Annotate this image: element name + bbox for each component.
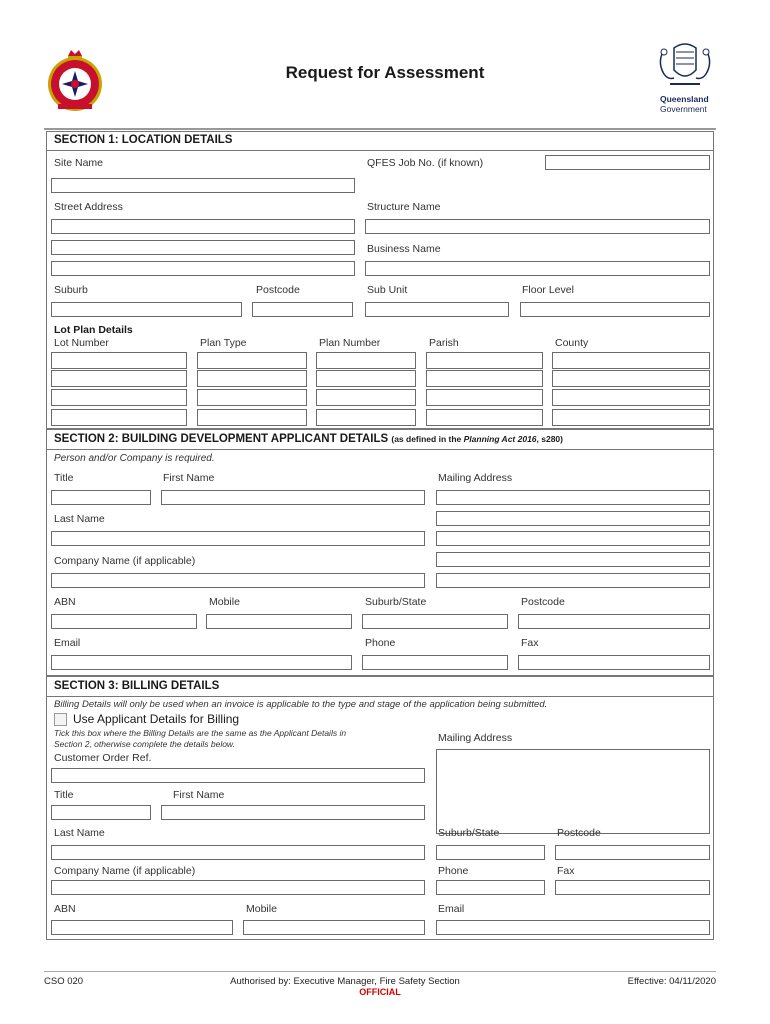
fax-input[interactable]: [518, 655, 710, 670]
site-name-input[interactable]: [51, 178, 355, 193]
billing-first-name-label: First Name: [173, 789, 225, 801]
footer-effective-date: Effective: 04/11/2020: [627, 976, 716, 987]
billing-postcode-label: Postcode: [557, 827, 601, 839]
section-2-divider: [46, 449, 714, 450]
site-name-label: Site Name: [54, 157, 104, 169]
plan-type-input[interactable]: [197, 409, 307, 426]
billing-mobile-input[interactable]: [243, 920, 425, 935]
email-label: Email: [54, 637, 81, 649]
billing-last-name-input[interactable]: [51, 845, 425, 860]
postcode-label: Postcode: [256, 284, 300, 296]
section-2-heading-text: SECTION 2: BUILDING DEVELOPMENT APPLICANT DETAILS: [54, 433, 389, 445]
mailing-address-input-5[interactable]: [436, 573, 710, 588]
mobile-input[interactable]: [206, 614, 352, 629]
postcode-label: Postcode: [521, 596, 565, 608]
footer-divider: [44, 971, 716, 972]
billing-first-name-input[interactable]: [161, 805, 425, 820]
billing-mailing-address-label: Mailing Address: [438, 732, 513, 744]
header-divider: [44, 128, 716, 130]
footer-authorised: Authorised by: Executive Manager, Fire Safety Section: [230, 976, 460, 987]
billing-email-input[interactable]: [436, 920, 710, 935]
street-address-input-2[interactable]: [51, 240, 355, 255]
billing-phone-input[interactable]: [436, 880, 545, 895]
title-label: Title: [54, 472, 74, 484]
plan-type-input[interactable]: [197, 370, 307, 387]
heading-note-italic: Planning Act 2016: [463, 434, 537, 444]
parish-input[interactable]: [426, 409, 543, 426]
plan-number-input[interactable]: [316, 409, 416, 426]
customer-order-ref-label: Customer Order Ref.: [54, 752, 152, 764]
abn-label: ABN: [54, 596, 76, 608]
lot-number-input[interactable]: [51, 352, 187, 369]
structure-name-input[interactable]: [365, 219, 710, 234]
section-2-heading-note: [391, 434, 563, 444]
lot-number-input[interactable]: [51, 389, 187, 406]
billing-mailing-address-input[interactable]: [436, 749, 710, 834]
sub-unit-label: Sub Unit: [367, 284, 408, 296]
county-input[interactable]: [552, 389, 710, 406]
qld-logo-text-2: Government: [660, 104, 707, 114]
mailing-address-input-2[interactable]: [436, 511, 710, 526]
mailing-address-input-3[interactable]: [436, 531, 710, 546]
person-company-instruction: Person and/or Company is required.: [54, 453, 215, 464]
section-2-heading: [54, 433, 563, 445]
company-name-input[interactable]: [51, 573, 425, 588]
lot-plan-details-label: Lot Plan Details: [54, 324, 133, 336]
plan-type-input[interactable]: [197, 389, 307, 406]
fax-label: Fax: [521, 637, 539, 649]
business-name-input[interactable]: [365, 261, 710, 276]
street-address-label: Street Address: [54, 201, 123, 213]
plan-number-label: Plan Number: [319, 337, 381, 349]
footer-classification: OFFICIAL: [359, 987, 401, 997]
county-label: County: [555, 337, 589, 349]
mailing-address-input-1[interactable]: [436, 490, 710, 505]
suburb-state-label: Suburb/State: [365, 596, 427, 608]
street-address-input-1[interactable]: [51, 219, 355, 234]
billing-instruction: Billing Details will only be used when an invoice is applicable to the type and stage of the application being submitted.: [54, 699, 548, 710]
qfes-job-no-input[interactable]: [545, 155, 710, 170]
parish-input[interactable]: [426, 370, 543, 387]
heading-note-post: , s280): [536, 434, 563, 444]
sub-unit-input[interactable]: [365, 302, 509, 317]
billing-abn-label: ABN: [54, 903, 76, 915]
billing-title-input[interactable]: [51, 805, 151, 820]
parish-input[interactable]: [426, 389, 543, 406]
billing-suburb-state-label: Suburb/State: [438, 827, 500, 839]
billing-company-name-label: Company Name (if applicable): [54, 865, 196, 877]
billing-company-name-input[interactable]: [51, 880, 425, 895]
suburb-state-input[interactable]: [362, 614, 508, 629]
email-input[interactable]: [51, 655, 352, 670]
suburb-label: Suburb: [54, 284, 88, 296]
plan-type-input[interactable]: [197, 352, 307, 369]
tick-note-line-2: Section 2, otherwise complete the details below.: [54, 739, 235, 749]
use-applicant-details-label: Use Applicant Details for Billing: [73, 712, 240, 726]
qld-crest-icon: [654, 40, 716, 92]
footer-form-code: CSO 020: [44, 976, 84, 987]
county-input[interactable]: [552, 370, 710, 387]
page-title: Request for Assessment: [285, 63, 485, 82]
qld-logo-text-1: Queensland: [660, 94, 709, 104]
first-name-input[interactable]: [161, 490, 425, 505]
mailing-address-input-4[interactable]: [436, 552, 710, 567]
phone-label: Phone: [365, 637, 396, 649]
floor-level-input[interactable]: [520, 302, 710, 317]
street-address-input-3[interactable]: [51, 261, 355, 276]
postcode-input[interactable]: [252, 302, 353, 317]
billing-title-label: Title: [54, 789, 74, 801]
mobile-label: Mobile: [209, 596, 240, 608]
billing-suburb-state-input[interactable]: [436, 845, 545, 860]
tick-note-line-1: Tick this box where the Billing Details are the same as the Applicant Details in: [54, 728, 347, 738]
last-name-label: Last Name: [54, 513, 105, 525]
abn-input[interactable]: [51, 614, 197, 629]
company-name-label: Company Name (if applicable): [54, 555, 196, 567]
county-input[interactable]: [552, 409, 710, 426]
last-name-input[interactable]: [51, 531, 425, 546]
plan-type-label: Plan Type: [200, 337, 247, 349]
phone-input[interactable]: [362, 655, 508, 670]
title-input[interactable]: [51, 490, 151, 505]
section-1-divider: [46, 150, 714, 151]
billing-mobile-label: Mobile: [246, 903, 277, 915]
billing-fax-label: Fax: [557, 865, 575, 877]
customer-order-ref-input[interactable]: [51, 768, 425, 783]
mailing-address-label: Mailing Address: [438, 472, 513, 484]
section-1-heading: SECTION 1: LOCATION DETAILS: [54, 134, 233, 146]
billing-abn-input[interactable]: [51, 920, 233, 935]
first-name-label: First Name: [163, 472, 215, 484]
floor-level-label: Floor Level: [522, 284, 574, 296]
queensland-government-logo: [654, 40, 716, 116]
use-applicant-details-checkbox[interactable]: [54, 713, 67, 726]
lot-number-label: Lot Number: [54, 337, 109, 349]
section-3-divider: [46, 696, 714, 697]
billing-fax-input[interactable]: [555, 880, 710, 895]
billing-phone-label: Phone: [438, 865, 469, 877]
billing-last-name-label: Last Name: [54, 827, 105, 839]
parish-label: Parish: [429, 337, 459, 349]
business-name-label: Business Name: [367, 243, 441, 255]
lot-number-input[interactable]: [51, 370, 187, 387]
billing-postcode-input[interactable]: [555, 845, 710, 860]
plan-number-input[interactable]: [316, 352, 416, 369]
billing-email-label: Email: [438, 903, 465, 915]
postcode-input[interactable]: [518, 614, 710, 629]
plan-number-input[interactable]: [316, 370, 416, 387]
lot-number-input[interactable]: [51, 409, 187, 426]
section-3-heading: SECTION 3: BILLING DETAILS: [54, 680, 220, 692]
qfes-job-no-label: QFES Job No. (if known): [367, 157, 484, 169]
county-input[interactable]: [552, 352, 710, 369]
structure-name-label: Structure Name: [367, 201, 441, 213]
plan-number-input[interactable]: [316, 389, 416, 406]
parish-input[interactable]: [426, 352, 543, 369]
heading-note-pre: (as defined in the: [391, 434, 464, 444]
suburb-input[interactable]: [51, 302, 242, 317]
